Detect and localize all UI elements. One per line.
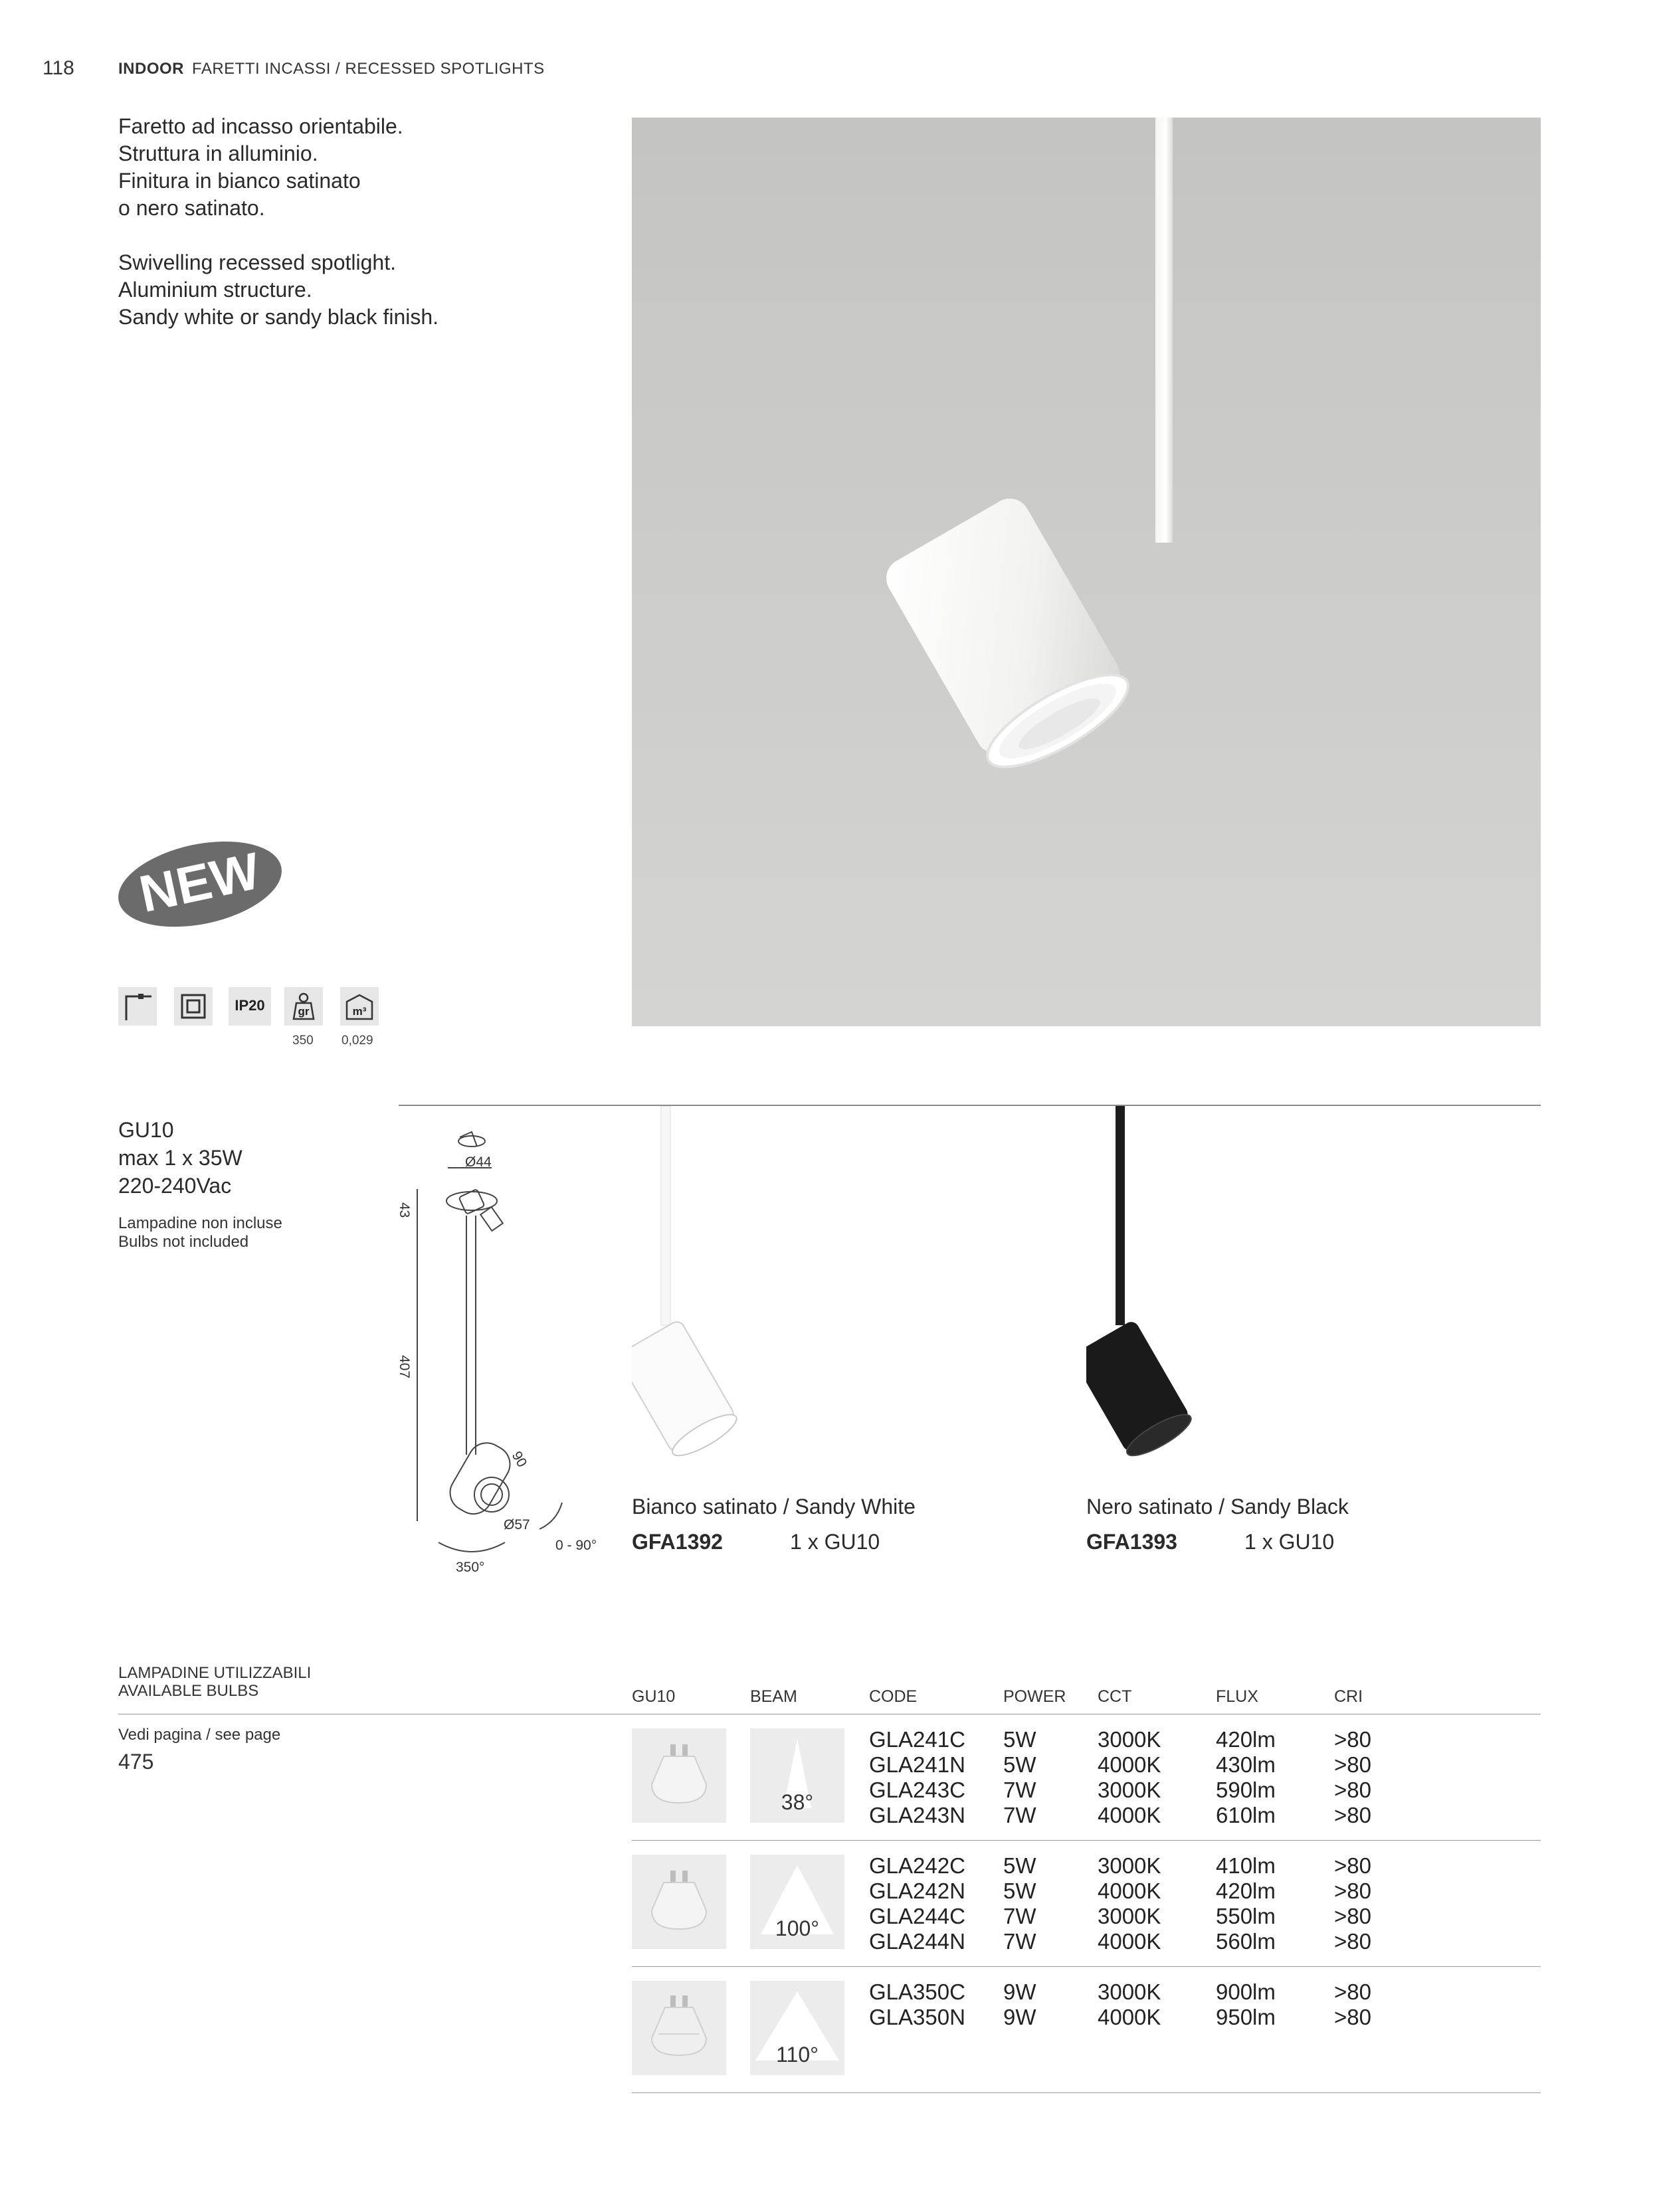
bulb-flux: 590lm xyxy=(1216,1778,1276,1802)
variant-image-white xyxy=(632,1106,778,1478)
dimension-head-length: 90 xyxy=(508,1449,530,1470)
page-header xyxy=(118,60,545,78)
note-line: Lampadine non incluse xyxy=(118,1214,282,1232)
bulb-cri: >80 xyxy=(1334,1803,1371,1827)
cct-column xyxy=(1098,1853,1161,1954)
spotlight-head xyxy=(879,492,1140,784)
cct-column xyxy=(1098,1727,1161,1828)
bulb-power: 9W xyxy=(1003,2005,1036,2029)
column-header-cct: CCT xyxy=(1098,1687,1132,1706)
bulb-cri: >80 xyxy=(1334,1778,1371,1802)
see-page-number: 475 xyxy=(118,1750,154,1774)
code-column xyxy=(869,1980,965,2030)
bulb-cct: 4000K xyxy=(1098,2005,1161,2029)
bulb-code: GLA350N xyxy=(869,2005,965,2029)
dimension-rotation: 350° xyxy=(456,1560,485,1575)
description-italian xyxy=(118,113,439,222)
cri-column xyxy=(1334,1980,1371,2030)
code-column xyxy=(869,1853,965,1954)
bulb-flux: 420lm xyxy=(1216,1727,1276,1752)
bulbs-title xyxy=(118,1664,311,1700)
bulb-power: 7W xyxy=(1003,1778,1036,1802)
bulb-cri: >80 xyxy=(1334,1929,1371,1954)
page-number: 118 xyxy=(43,57,74,79)
variant-name-white: Bianco satinato / Sandy White xyxy=(632,1495,916,1519)
bulb-flux: 610lm xyxy=(1216,1803,1276,1827)
recessed-mount-icon xyxy=(118,987,157,1026)
column-header-cri: CRI xyxy=(1334,1687,1363,1706)
variant-qty-white: 1 x GU10 xyxy=(790,1530,880,1554)
bulb-code: GLA243N xyxy=(869,1803,965,1827)
variant-code-black: GFA1393 xyxy=(1086,1530,1177,1554)
bulb-cct: 3000K xyxy=(1098,1904,1161,1928)
description-line: Finitura in bianco satinato xyxy=(118,169,361,193)
spec-line: 220-240Vac xyxy=(118,1174,232,1198)
bulb-power: 7W xyxy=(1003,1929,1036,1954)
bulb-code: GLA350C xyxy=(869,1980,965,2004)
beam-angle-label: 38° xyxy=(781,1790,814,1814)
power-column xyxy=(1003,1980,1036,2030)
dimension-rod-height: 407 xyxy=(397,1355,412,1379)
bulb-power: 5W xyxy=(1003,1879,1036,1903)
beam-angle-label: 110° xyxy=(776,2043,819,2067)
description-english xyxy=(118,249,439,331)
bulb-image xyxy=(632,1728,726,1823)
bulb-flux: 550lm xyxy=(1216,1904,1276,1928)
bulb-image xyxy=(632,1981,726,2075)
variant-qty-black: 1 x GU10 xyxy=(1244,1530,1335,1554)
bulb-cri: >80 xyxy=(1334,2005,1371,2029)
product-description xyxy=(118,113,439,358)
flux-column xyxy=(1216,1853,1276,1954)
class-ii-icon xyxy=(174,987,213,1026)
bulb-code: GLA242N xyxy=(869,1879,965,1903)
volume-icon xyxy=(340,987,379,1026)
weight-value: 350 xyxy=(292,1034,314,1048)
bulb-cri: >80 xyxy=(1334,1879,1371,1903)
bulb-cri: >80 xyxy=(1334,1727,1371,1752)
bulb-cri: >80 xyxy=(1334,1853,1371,1878)
section-label: INDOOR xyxy=(118,60,184,78)
bulb-cct: 3000K xyxy=(1098,1980,1161,2004)
code-column xyxy=(869,1727,965,1828)
bulb-cct: 4000K xyxy=(1098,1803,1161,1827)
bulb-code: GLA244C xyxy=(869,1904,965,1928)
dimension-tilt: 0 - 90° xyxy=(555,1538,597,1553)
description-line: Aluminium structure. xyxy=(118,278,312,302)
ip-rating-icon xyxy=(229,987,271,1026)
bulb-cct: 3000K xyxy=(1098,1727,1161,1752)
bulb-cct: 4000K xyxy=(1098,1929,1161,1954)
flux-column xyxy=(1216,1980,1276,2030)
beam-angle-graphic xyxy=(750,1728,844,1823)
bulb-flux: 410lm xyxy=(1216,1853,1276,1878)
bulb-cri: >80 xyxy=(1334,1904,1371,1928)
bulb-code: GLA241N xyxy=(869,1752,965,1777)
column-header-gu10: GU10 xyxy=(632,1687,676,1706)
power-column xyxy=(1003,1853,1036,1954)
bulb-cct: 3000K xyxy=(1098,1778,1161,1802)
dimension-drawing xyxy=(385,1123,611,1581)
weight-unit: gr xyxy=(298,1005,310,1018)
bulb-flux: 950lm xyxy=(1216,2005,1276,2029)
variant-code-white: GFA1392 xyxy=(632,1530,723,1554)
hero-product-photo xyxy=(632,118,1541,1026)
technical-drawing xyxy=(385,1123,611,1581)
flux-column xyxy=(1216,1727,1276,1828)
dimension-top-diameter: Ø44 xyxy=(465,1154,492,1170)
bulb-code: GLA241C xyxy=(869,1727,965,1752)
bulb-flux: 560lm xyxy=(1216,1929,1276,1954)
bulb-cri: >80 xyxy=(1334,1980,1371,2004)
bulb-power: 5W xyxy=(1003,1727,1036,1752)
group-divider xyxy=(632,1966,1541,1967)
new-badge-shape xyxy=(116,838,284,930)
note-line: Bulbs not included xyxy=(118,1233,249,1251)
spec-line: max 1 x 35W xyxy=(118,1146,243,1170)
new-badge xyxy=(116,838,284,930)
variant-name-black: Nero satinato / Sandy Black xyxy=(1086,1495,1349,1519)
description-line: Sandy white or sandy black finish. xyxy=(118,305,439,329)
power-column xyxy=(1003,1727,1036,1828)
bulbs-note xyxy=(118,1214,282,1251)
description-line: Struttura in alluminio. xyxy=(118,141,318,165)
cct-column xyxy=(1098,1980,1161,2030)
bulb-cct: 3000K xyxy=(1098,1853,1161,1878)
description-line: o nero satinato. xyxy=(118,196,265,220)
beam-angle-label: 100° xyxy=(775,1916,820,1940)
section-divider xyxy=(399,1105,1541,1106)
spotlight-illustration xyxy=(632,118,1541,1026)
description-line: Faretto ad incasso orientabile. xyxy=(118,114,403,138)
bulb-power: 7W xyxy=(1003,1803,1036,1827)
suspension-rod xyxy=(1155,118,1173,543)
electrical-specs xyxy=(118,1116,243,1200)
category-label: FARETTI INCASSI / RECESSED SPOTLIGHTS xyxy=(192,60,545,78)
ip-rating-label: IP20 xyxy=(235,997,265,1014)
bulb-code: GLA242C xyxy=(869,1853,965,1878)
column-header-beam: BEAM xyxy=(750,1687,797,1706)
bulb-flux: 420lm xyxy=(1216,1879,1276,1903)
description-line: Swivelling recessed spotlight. xyxy=(118,250,396,274)
new-badge-text: NEW xyxy=(134,841,265,924)
column-header-power: POWER xyxy=(1003,1687,1066,1706)
cri-column xyxy=(1334,1853,1371,1954)
beam-angle-graphic xyxy=(750,1981,844,2075)
bulb-power: 9W xyxy=(1003,1980,1036,2004)
bulb-power: 7W xyxy=(1003,1904,1036,1928)
column-header-code: CODE xyxy=(869,1687,918,1706)
bulbs-title-line: AVAILABLE BULBS xyxy=(118,1682,259,1700)
variant-image-black xyxy=(1086,1106,1232,1478)
volume-unit: m³ xyxy=(352,1005,367,1018)
bulbs-title-line: LAMPADINE UTILIZZABILI xyxy=(118,1664,312,1682)
bulb-power: 5W xyxy=(1003,1752,1036,1777)
group-divider xyxy=(632,1840,1541,1841)
column-header-flux: FLUX xyxy=(1216,1687,1258,1706)
bulb-code: GLA244N xyxy=(869,1929,965,1954)
table-bottom-rule xyxy=(632,2092,1541,2093)
volume-value: 0,029 xyxy=(342,1034,373,1048)
spec-line: GU10 xyxy=(118,1118,174,1142)
bulb-code: GLA243C xyxy=(869,1778,965,1802)
weight-icon xyxy=(284,987,323,1026)
bulb-image xyxy=(632,1855,726,1949)
cri-column xyxy=(1334,1727,1371,1828)
bulb-cri: >80 xyxy=(1334,1752,1371,1777)
bulb-flux: 900lm xyxy=(1216,1980,1276,2004)
see-page-label: Vedi pagina / see page xyxy=(118,1726,281,1744)
dimension-head-diameter: Ø57 xyxy=(504,1517,530,1532)
bulb-flux: 430lm xyxy=(1216,1752,1276,1777)
bulb-cct: 4000K xyxy=(1098,1752,1161,1777)
beam-angle-graphic xyxy=(750,1855,844,1949)
bulb-cct: 4000K xyxy=(1098,1879,1161,1903)
bulb-power: 5W xyxy=(1003,1853,1036,1878)
dimension-top-height: 43 xyxy=(397,1202,412,1218)
